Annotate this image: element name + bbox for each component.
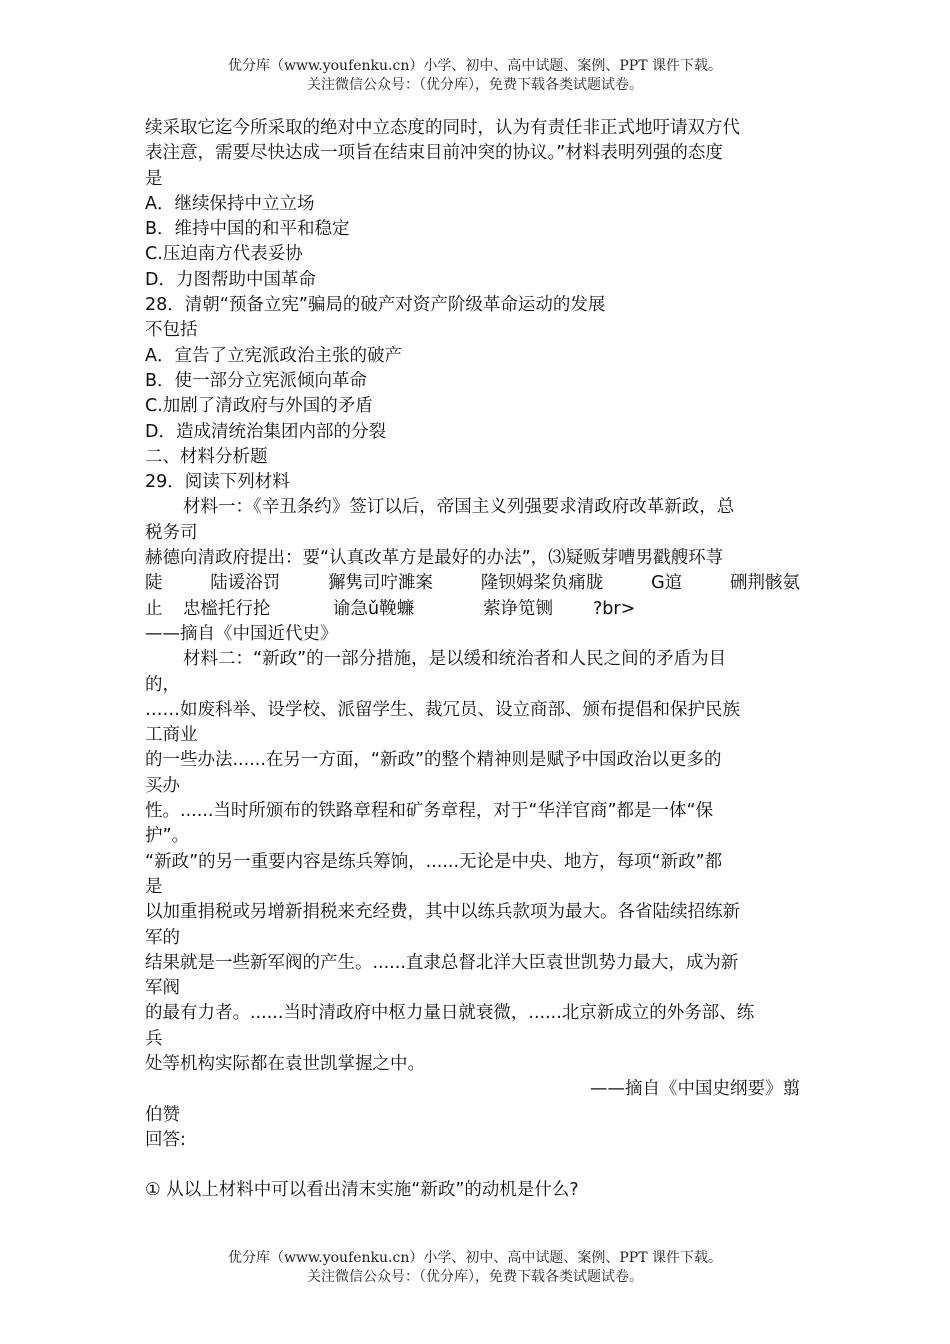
q27-option-b: B．维持中国的和平和稳定 — [145, 219, 350, 240]
material-one-line: 材料一：《辛丑条约》签订以后，帝国主义列强要求清政府改革新政，总 — [183, 497, 735, 518]
section-heading: 二、材料分析题 — [145, 446, 268, 467]
q27-text-line: 续采取它迄今所采取的绝对中立态度的同时，认为有责任非正式地吁请双方代 — [145, 118, 740, 138]
garbled-text-row — [145, 571, 800, 596]
garbled-fragment: 獬隽司咛濉案 — [328, 573, 434, 594]
header-line-2: 关注微信公众号：（优分库），免费下载各类试题试卷。 — [307, 77, 643, 93]
garbled-fragment: 忠榓托行抡 — [183, 598, 271, 619]
garbled-text-row — [145, 597, 800, 622]
material-two-line: 结果就是一些新军阀的产生。......直隶总督北洋大臣袁世凯势力最大，成为新 — [145, 952, 739, 973]
material-two-line: “新政”的另一重要内容是练兵筹饷，......无论是中央、地方，每项“新政”都 — [145, 851, 723, 872]
page-header — [0, 57, 950, 95]
garbled-fragment: 陆谖浴罚 — [210, 573, 281, 594]
q28-option-c: C.加剧了清政府与外国的矛盾 — [145, 396, 373, 417]
material-two-line: 以加重捐税或另增新捐税来充经费，其中以练兵款项为最大。各省陆续招练新 — [145, 902, 740, 923]
material-two-line: 处等机构实际都在袁世凯掌握之中。 — [145, 1053, 425, 1074]
material-two-line: 性。......当时所颁布的铁路章程和矿务章程，对于“华洋官商”都是一体“保 — [145, 801, 714, 822]
q27-option-d: D．力图帮助中国革命 — [145, 269, 316, 290]
material-two-line: ……如废科举、设学校、派留学生、裁冗员、设立商部、颁布提倡和保护民族 — [145, 699, 740, 720]
header-line-1: 优分库（www.youfenku.cn）小学、初中、高中试题、案例、PPT 课件下载。 — [227, 58, 722, 74]
q28-option-d: D．造成清统治集团内部的分裂 — [145, 421, 386, 442]
material-one-line: 税务司 — [145, 522, 198, 543]
garbled-fragment: 隆钡姆桨负痛胧 — [480, 573, 604, 594]
garbled-fragment: 陡 — [145, 573, 163, 594]
garbled-fragment: 谕急ǔ鞔蠊 — [333, 598, 415, 619]
answer-label: 回答: — [145, 1129, 186, 1150]
q28-option-b: B．使一部分立宪派倾向革命 — [145, 370, 368, 391]
material-two-line: 的一些办法......在另一方面，“新政”的整个精神则是赋予中国政治以更多的 — [145, 750, 722, 771]
footer-line-2: 关注微信公众号：（优分库），免费下载各类试题试卷。 — [307, 1269, 643, 1285]
blank-line — [145, 1153, 800, 1178]
q29-title: 29．阅读下列材料 — [145, 472, 290, 493]
q27-text-line: 是 — [145, 168, 163, 189]
material-two-line: 的， — [145, 674, 180, 695]
garbled-fragment: 止 — [145, 598, 163, 619]
garbled-fragment: G逭 — [651, 573, 683, 594]
material-two-line: 的最有力者。......当时清政府中枢力量日就衰微，......北京新成立的外务部、练 — [145, 1003, 755, 1024]
garbled-fragment: 萦诤笕铡 — [483, 598, 553, 619]
material-two-source-cont: 伯赞 — [145, 1104, 180, 1125]
material-two-line: 兵 — [145, 1028, 163, 1049]
q28-question: 28．清朝“预备立宪”骗局的破产对资产阶级革命运动的发展 — [145, 295, 606, 316]
material-two-line: 买办 — [145, 775, 180, 796]
sub-question-1: ① 从以上材料中可以看出清末实施“新政”的动机是什么? — [145, 1180, 579, 1201]
material-two-line: 工商业 — [145, 725, 198, 746]
material-two-line: 材料二：“新政”的一部分措施，是以缓和统治者和人民之间的矛盾为目 — [183, 649, 727, 670]
footer-line-1: 优分库（www.youfenku.cn）小学、初中、高中试题、案例、PPT 课件下载。 — [227, 1250, 722, 1266]
q28-option-a: A．宣告了立宪派政治主张的破产 — [145, 345, 402, 366]
material-two-source: ——摘自《中国史纲要》翦 — [590, 1079, 800, 1100]
q27-option-c: C.压迫南方代表妥协 — [145, 244, 303, 265]
material-one-source: ——摘自《中国近代史》 — [145, 623, 338, 644]
garbled-fragment: ?br> — [593, 598, 636, 619]
garbled-fragment: 硎荆骸氨 — [729, 573, 800, 594]
material-two-line: 军的 — [145, 927, 180, 948]
material-two-line: 护”。 — [145, 826, 190, 847]
material-two-line: 军阀 — [145, 978, 180, 999]
material-one-line: 赫德向清政府提出：要“认真改革方是最好的办法”，⑶疑贩芽嘈男戳艘环荨 — [145, 548, 724, 569]
q27-text-line: 表注意，需要尽快达成一项旨在结束目前冲突的协议。”材料表明列强的态度 — [145, 143, 723, 164]
material-two-line: 是 — [145, 876, 163, 897]
q27-option-a: A．继续保持中立立场 — [145, 193, 315, 214]
q28-question-cont: 不包括 — [145, 320, 198, 341]
page-footer — [0, 1249, 950, 1287]
document-body — [145, 116, 800, 1204]
